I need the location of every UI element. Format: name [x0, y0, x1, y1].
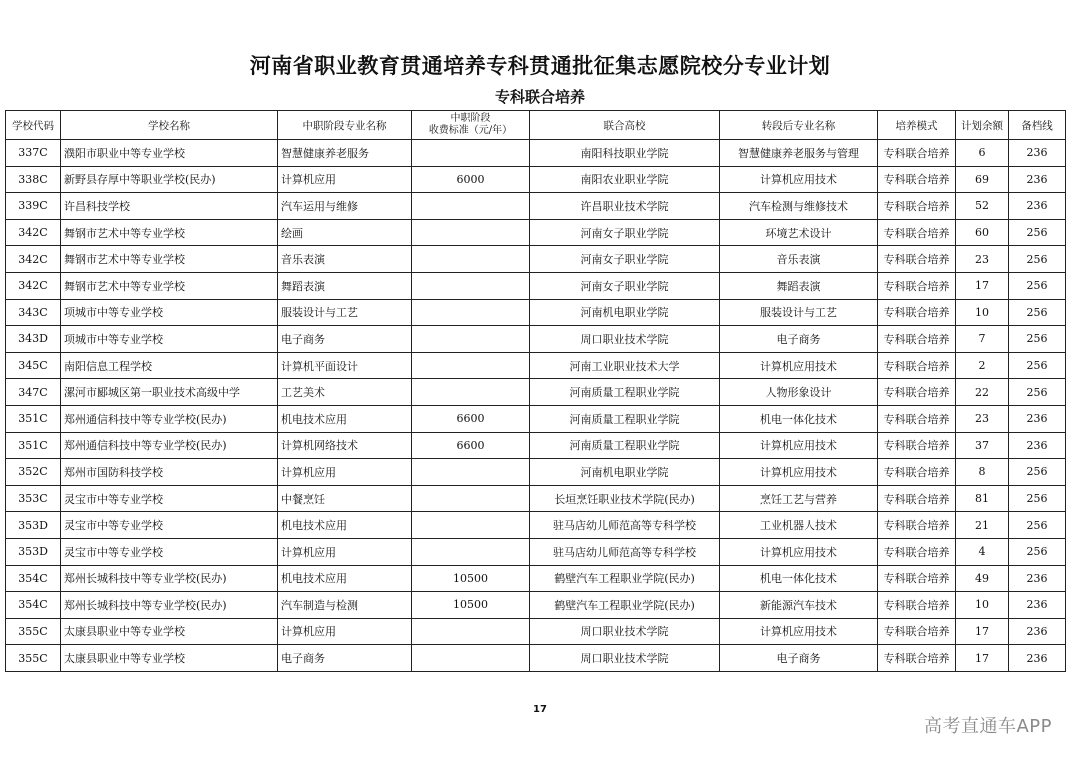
header-major: 中职阶段专业名称 [278, 111, 412, 140]
cell-after-major: 电子商务 [720, 645, 878, 672]
cell-fee [412, 459, 530, 486]
cell-after-major: 计算机应用技术 [720, 166, 878, 193]
cell-partner-college: 河南女子职业学院 [530, 246, 720, 273]
cell-major-name: 舞蹈表演 [278, 272, 412, 299]
cell-cutoff-line: 256 [1009, 538, 1066, 565]
cell-fee [412, 352, 530, 379]
cell-major-name: 中餐烹饪 [278, 485, 412, 512]
cell-after-major: 电子商务 [720, 326, 878, 353]
table-row [6, 405, 1066, 432]
cell-school-name: 舞钢市艺术中等专业学校 [61, 219, 278, 246]
cell-after-major: 计算机应用技术 [720, 538, 878, 565]
table-row [6, 512, 1066, 539]
cell-school-code: 351C [6, 405, 61, 432]
cell-major-name: 工艺美术 [278, 379, 412, 406]
cell-after-major: 新能源汽车技术 [720, 592, 878, 619]
cell-plan-remaining: 7 [956, 326, 1009, 353]
cell-cutoff-line: 236 [1009, 565, 1066, 592]
cell-partner-college: 鹤壁汽车工程职业学院(民办) [530, 592, 720, 619]
cell-after-major: 计算机应用技术 [720, 432, 878, 459]
cell-partner-college: 河南女子职业学院 [530, 272, 720, 299]
page-number: 17 [533, 704, 547, 715]
cell-partner-college: 河南质量工程职业学院 [530, 379, 720, 406]
cell-cutoff-line: 256 [1009, 485, 1066, 512]
cell-after-major: 机电一体化技术 [720, 565, 878, 592]
cell-fee: 10500 [412, 565, 530, 592]
cell-school-name: 漯河市郾城区第一职业技术高级中学 [61, 379, 278, 406]
cell-fee [412, 618, 530, 645]
cell-school-code: 353D [6, 512, 61, 539]
table-row [6, 538, 1066, 565]
cell-plan-remaining: 6 [956, 140, 1009, 167]
cell-fee: 6000 [412, 166, 530, 193]
header-code: 学校代码 [6, 111, 61, 140]
cell-school-code: 352C [6, 459, 61, 486]
cell-after-major: 计算机应用技术 [720, 618, 878, 645]
cell-partner-college: 河南机电职业学院 [530, 459, 720, 486]
cell-partner-college: 长垣烹饪职业技术学院(民办) [530, 485, 720, 512]
cell-major-name: 机电技术应用 [278, 512, 412, 539]
plan-table [5, 110, 1066, 672]
cell-cutoff-line: 256 [1009, 379, 1066, 406]
header-partner: 联合高校 [530, 111, 720, 140]
cell-training-mode: 专科联合培养 [878, 538, 956, 565]
cell-training-mode: 专科联合培养 [878, 459, 956, 486]
cell-training-mode: 专科联合培养 [878, 565, 956, 592]
cell-fee [412, 246, 530, 273]
cell-cutoff-line: 256 [1009, 326, 1066, 353]
table-body [6, 140, 1066, 672]
cell-major-name: 智慧健康养老服务 [278, 140, 412, 167]
cell-plan-remaining: 52 [956, 193, 1009, 220]
cell-partner-college: 河南女子职业学院 [530, 219, 720, 246]
cell-school-code: 342C [6, 272, 61, 299]
cell-fee [412, 140, 530, 167]
cell-plan-remaining: 22 [956, 379, 1009, 406]
cell-fee [412, 379, 530, 406]
header-line: 备档线 [1009, 111, 1066, 140]
cell-training-mode: 专科联合培养 [878, 512, 956, 539]
cell-plan-remaining: 10 [956, 592, 1009, 619]
cell-school-code: 354C [6, 565, 61, 592]
cell-major-name: 计算机应用 [278, 618, 412, 645]
cell-major-name: 音乐表演 [278, 246, 412, 273]
cell-cutoff-line: 256 [1009, 246, 1066, 273]
cell-fee [412, 272, 530, 299]
table-row [6, 352, 1066, 379]
cell-cutoff-line: 236 [1009, 432, 1066, 459]
table-row [6, 459, 1066, 486]
cell-after-major: 服装设计与工艺 [720, 299, 878, 326]
cell-after-major: 智慧健康养老服务与管理 [720, 140, 878, 167]
header-mode: 培养模式 [878, 111, 956, 140]
cell-partner-college: 南阳农业职业学院 [530, 166, 720, 193]
cell-school-code: 347C [6, 379, 61, 406]
cell-fee [412, 219, 530, 246]
cell-cutoff-line: 256 [1009, 512, 1066, 539]
cell-major-name: 电子商务 [278, 645, 412, 672]
cell-cutoff-line: 256 [1009, 352, 1066, 379]
cell-major-name: 机电技术应用 [278, 565, 412, 592]
cell-after-major: 工业机器人技术 [720, 512, 878, 539]
cell-training-mode: 专科联合培养 [878, 140, 956, 167]
cell-partner-college: 周口职业技术学院 [530, 645, 720, 672]
cell-partner-college: 河南质量工程职业学院 [530, 432, 720, 459]
header-fee-line2: 收费标准（元/年） [428, 125, 513, 136]
cell-school-code: 342C [6, 219, 61, 246]
document-subtitle: 专科联合培养 [494, 88, 585, 106]
cell-school-name: 太康县职业中等专业学校 [61, 618, 278, 645]
table-header-row [6, 111, 1066, 140]
cell-training-mode: 专科联合培养 [878, 405, 956, 432]
cell-after-major: 音乐表演 [720, 246, 878, 273]
cell-school-name: 灵宝市中等专业学校 [61, 485, 278, 512]
cell-plan-remaining: 17 [956, 618, 1009, 645]
table-row [6, 166, 1066, 193]
cell-school-code: 345C [6, 352, 61, 379]
cell-partner-college: 周口职业技术学院 [530, 618, 720, 645]
header-fee [412, 111, 530, 140]
cell-plan-remaining: 17 [956, 272, 1009, 299]
cell-after-major: 汽车检测与维修技术 [720, 193, 878, 220]
cell-cutoff-line: 256 [1009, 272, 1066, 299]
cell-school-name: 新野县存厚中等职业学校(民办) [61, 166, 278, 193]
table-row [6, 592, 1066, 619]
cell-partner-college: 河南机电职业学院 [530, 299, 720, 326]
cell-after-major: 机电一体化技术 [720, 405, 878, 432]
cell-major-name: 计算机应用 [278, 166, 412, 193]
cell-training-mode: 专科联合培养 [878, 645, 956, 672]
table-row [6, 219, 1066, 246]
cell-school-name: 灵宝市中等专业学校 [61, 538, 278, 565]
cell-fee [412, 512, 530, 539]
cell-fee [412, 538, 530, 565]
cell-plan-remaining: 2 [956, 352, 1009, 379]
cell-school-name: 郑州通信科技中等专业学校(民办) [61, 405, 278, 432]
cell-major-name: 服装设计与工艺 [278, 299, 412, 326]
cell-fee: 6600 [412, 432, 530, 459]
cell-cutoff-line: 236 [1009, 193, 1066, 220]
cell-cutoff-line: 236 [1009, 618, 1066, 645]
cell-training-mode: 专科联合培养 [878, 299, 956, 326]
header-after-major: 转段后专业名称 [720, 111, 878, 140]
cell-school-name: 舞钢市艺术中等专业学校 [61, 272, 278, 299]
cell-major-name: 绘画 [278, 219, 412, 246]
cell-school-code: 343D [6, 326, 61, 353]
cell-fee [412, 193, 530, 220]
cell-partner-college: 周口职业技术学院 [530, 326, 720, 353]
cell-school-name: 项城市中等专业学校 [61, 299, 278, 326]
table-row [6, 432, 1066, 459]
cell-after-major: 烹饪工艺与营养 [720, 485, 878, 512]
cell-school-name: 郑州长城科技中等专业学校(民办) [61, 592, 278, 619]
cell-fee: 10500 [412, 592, 530, 619]
cell-school-code: 355C [6, 618, 61, 645]
cell-school-name: 舞钢市艺术中等专业学校 [61, 246, 278, 273]
cell-major-name: 计算机应用 [278, 459, 412, 486]
cell-cutoff-line: 256 [1009, 459, 1066, 486]
cell-cutoff-line: 236 [1009, 166, 1066, 193]
cell-partner-college: 鹤壁汽车工程职业学院(民办) [530, 565, 720, 592]
cell-school-name: 郑州通信科技中等专业学校(民办) [61, 432, 278, 459]
table-row [6, 193, 1066, 220]
header-fee-line1: 中职阶段 [450, 113, 491, 124]
header-remaining: 计划余额 [956, 111, 1009, 140]
cell-plan-remaining: 60 [956, 219, 1009, 246]
cell-major-name: 电子商务 [278, 326, 412, 353]
cell-after-major: 人物形象设计 [720, 379, 878, 406]
cell-training-mode: 专科联合培养 [878, 219, 956, 246]
cell-partner-college: 南阳科技职业学院 [530, 140, 720, 167]
cell-cutoff-line: 236 [1009, 140, 1066, 167]
table-row [6, 565, 1066, 592]
cell-fee [412, 326, 530, 353]
cell-training-mode: 专科联合培养 [878, 432, 956, 459]
cell-school-code: 343C [6, 299, 61, 326]
cell-training-mode: 专科联合培养 [878, 592, 956, 619]
cell-training-mode: 专科联合培养 [878, 485, 956, 512]
cell-cutoff-line: 236 [1009, 645, 1066, 672]
cell-after-major: 环境艺术设计 [720, 219, 878, 246]
cell-major-name: 计算机平面设计 [278, 352, 412, 379]
cell-major-name: 汽车制造与检测 [278, 592, 412, 619]
cell-plan-remaining: 4 [956, 538, 1009, 565]
cell-plan-remaining: 23 [956, 246, 1009, 273]
cell-plan-remaining: 10 [956, 299, 1009, 326]
cell-training-mode: 专科联合培养 [878, 326, 956, 353]
cell-school-code: 342C [6, 246, 61, 273]
cell-major-name: 汽车运用与维修 [278, 193, 412, 220]
cell-school-name: 灵宝市中等专业学校 [61, 512, 278, 539]
cell-fee [412, 485, 530, 512]
cell-fee [412, 645, 530, 672]
cell-school-name: 许昌科技学校 [61, 193, 278, 220]
cell-major-name: 计算机应用 [278, 538, 412, 565]
cell-plan-remaining: 37 [956, 432, 1009, 459]
cell-school-code: 355C [6, 645, 61, 672]
cell-plan-remaining: 49 [956, 565, 1009, 592]
table-row [6, 272, 1066, 299]
cell-after-major: 舞蹈表演 [720, 272, 878, 299]
cell-school-name: 太康县职业中等专业学校 [61, 645, 278, 672]
cell-training-mode: 专科联合培养 [878, 193, 956, 220]
cell-training-mode: 专科联合培养 [878, 246, 956, 273]
table-row [6, 618, 1066, 645]
cell-partner-college: 驻马店幼儿师范高等专科学校 [530, 538, 720, 565]
table-row [6, 246, 1066, 273]
cell-after-major: 计算机应用技术 [720, 459, 878, 486]
cell-school-code: 354C [6, 592, 61, 619]
table-row [6, 140, 1066, 167]
cell-school-name: 南阳信息工程学校 [61, 352, 278, 379]
cell-plan-remaining: 23 [956, 405, 1009, 432]
cell-plan-remaining: 21 [956, 512, 1009, 539]
cell-plan-remaining: 69 [956, 166, 1009, 193]
cell-training-mode: 专科联合培养 [878, 379, 956, 406]
cell-school-code: 353D [6, 538, 61, 565]
cell-training-mode: 专科联合培养 [878, 166, 956, 193]
cell-cutoff-line: 256 [1009, 299, 1066, 326]
document-title: 河南省职业教育贯通培养专科贯通批征集志愿院校分专业计划 [249, 54, 831, 78]
cell-plan-remaining: 17 [956, 645, 1009, 672]
table-row [6, 379, 1066, 406]
cell-cutoff-line: 236 [1009, 405, 1066, 432]
watermark-text: 高考直通车APP [923, 716, 1052, 737]
cell-school-name: 项城市中等专业学校 [61, 326, 278, 353]
cell-training-mode: 专科联合培养 [878, 352, 956, 379]
cell-partner-college: 河南质量工程职业学院 [530, 405, 720, 432]
cell-school-name: 郑州长城科技中等专业学校(民办) [61, 565, 278, 592]
table-row [6, 299, 1066, 326]
cell-school-code: 338C [6, 166, 61, 193]
cell-plan-remaining: 81 [956, 485, 1009, 512]
cell-partner-college: 驻马店幼儿师范高等专科学校 [530, 512, 720, 539]
cell-fee [412, 299, 530, 326]
cell-training-mode: 专科联合培养 [878, 272, 956, 299]
cell-school-name: 郑州市国防科技学校 [61, 459, 278, 486]
cell-major-name: 机电技术应用 [278, 405, 412, 432]
header-school: 学校名称 [61, 111, 278, 140]
cell-school-code: 339C [6, 193, 61, 220]
cell-school-code: 351C [6, 432, 61, 459]
cell-fee: 6600 [412, 405, 530, 432]
cell-school-name: 濮阳市职业中等专业学校 [61, 140, 278, 167]
cell-partner-college: 河南工业职业技术大学 [530, 352, 720, 379]
table-row [6, 645, 1066, 672]
cell-school-code: 353C [6, 485, 61, 512]
cell-partner-college: 许昌职业技术学院 [530, 193, 720, 220]
cell-school-code: 337C [6, 140, 61, 167]
cell-major-name: 计算机网络技术 [278, 432, 412, 459]
cell-plan-remaining: 8 [956, 459, 1009, 486]
table-row [6, 326, 1066, 353]
cell-cutoff-line: 236 [1009, 592, 1066, 619]
cell-cutoff-line: 256 [1009, 219, 1066, 246]
table-row [6, 485, 1066, 512]
cell-training-mode: 专科联合培养 [878, 618, 956, 645]
cell-after-major: 计算机应用技术 [720, 352, 878, 379]
